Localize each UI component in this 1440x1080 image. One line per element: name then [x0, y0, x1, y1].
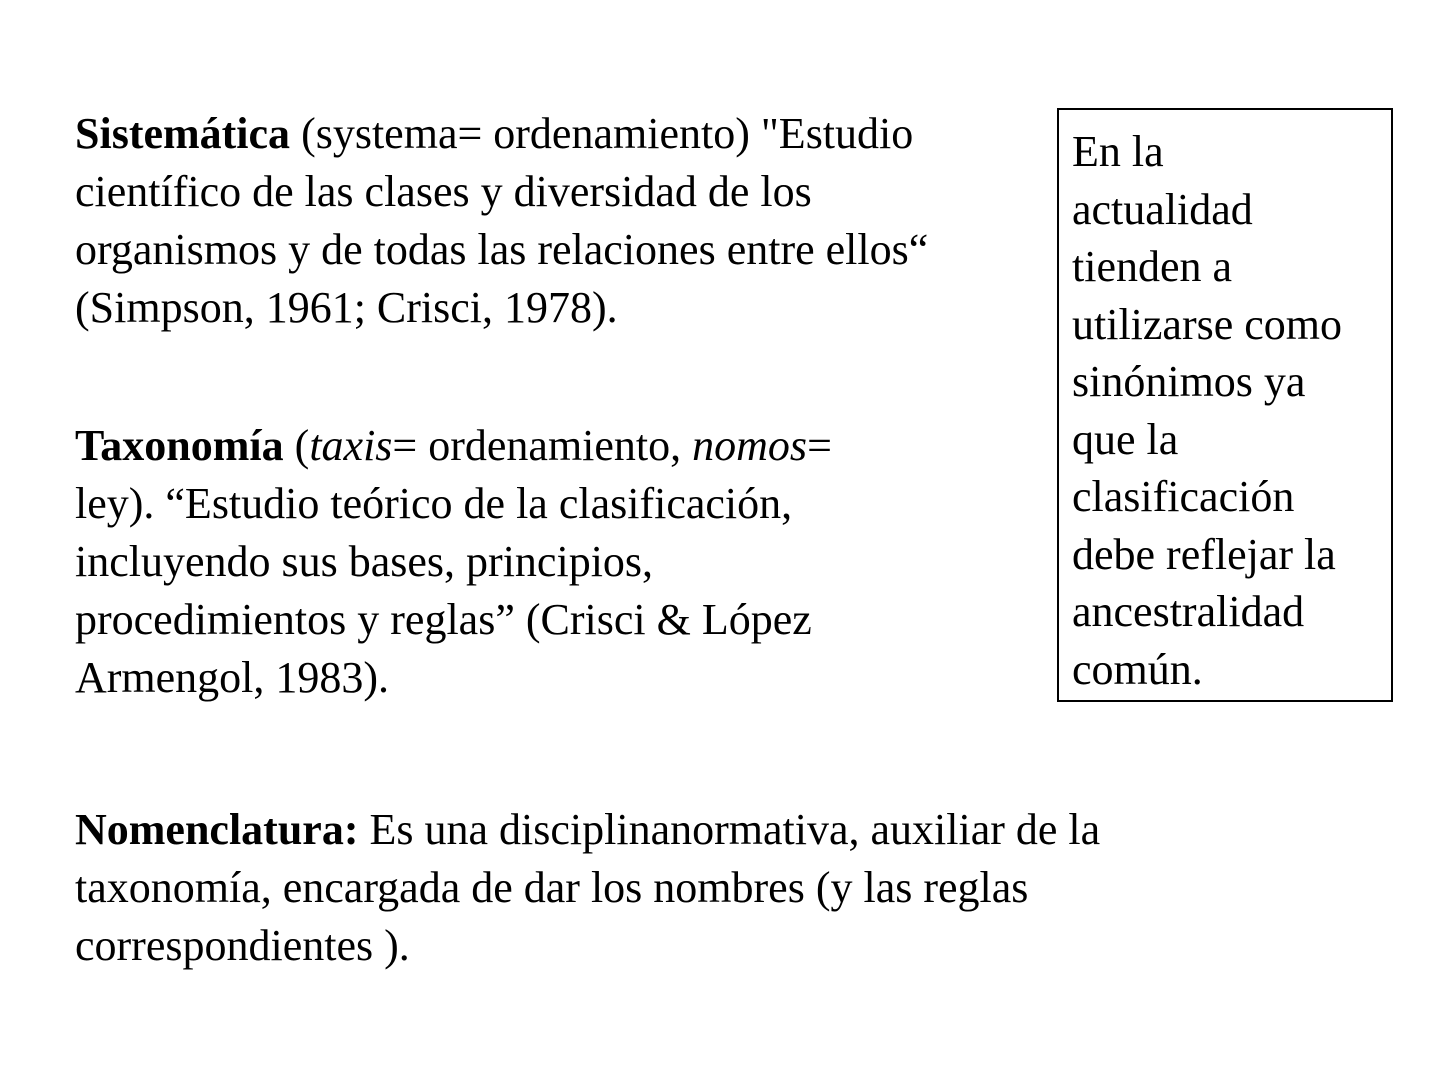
- note-line: ancestralidad: [1072, 587, 1305, 636]
- taxonomia-nomos: nomos: [692, 421, 808, 470]
- note-line: tienden a: [1072, 242, 1233, 291]
- note-line: clasificación: [1072, 472, 1295, 521]
- note-line: sinónimos ya: [1072, 357, 1306, 406]
- note-line: debe reflejar la: [1072, 529, 1336, 579]
- nomenclatura-definition: [75, 801, 1100, 975]
- sistematica-line-2: científico de las clases y diversidad de los: [75, 167, 812, 216]
- synonyms-note-box: [1057, 108, 1393, 702]
- taxonomia-line-4: procedimientos y reglas” (Crisci & López: [75, 595, 812, 644]
- sistematica-line-3: organismos y de todas las relaciones entre ellos“: [75, 225, 929, 274]
- taxonomia-line-2: ley). “Estudio teórico de la clasificación,: [75, 479, 793, 528]
- nomenclatura-line-1: [75, 801, 1100, 859]
- nomenclatura-text-1: Es una disciplinanormativa, auxiliar de la: [358, 805, 1101, 854]
- taxonomia-line-1: [75, 417, 832, 475]
- sistematica-definition: [75, 105, 928, 337]
- sistematica-line-4: (Simpson, 1961; Crisci, 1978).: [75, 283, 618, 332]
- taxonomia-text-c: =: [807, 421, 832, 470]
- sistematica-line-1: [75, 105, 928, 163]
- sistematica-text-1: (systema= ordenamiento) "Estudio: [290, 109, 914, 158]
- taxonomia-taxis: taxis: [309, 421, 393, 470]
- taxonomia-text-a: (: [283, 421, 310, 470]
- note-line: utilizarse como: [1072, 299, 1343, 349]
- sistematica-term: Sistemática: [75, 109, 291, 158]
- note-line: que la: [1072, 414, 1179, 464]
- note-line: común.: [1072, 644, 1203, 694]
- taxonomia-definition: [75, 417, 832, 707]
- nomenclatura-line-2: taxonomía, encargada de dar los nombres (y las reglas: [75, 863, 1029, 912]
- nomenclatura-term: Nomenclatura:: [75, 805, 359, 854]
- taxonomia-term: Taxonomía: [75, 421, 284, 470]
- taxonomia-line-5: Armengol, 1983).: [75, 653, 390, 702]
- note-line: En la: [1072, 127, 1164, 176]
- taxonomia-line-3: incluyendo sus bases, principios,: [75, 537, 654, 586]
- note-line: actualidad: [1072, 184, 1253, 234]
- taxonomia-text-b: = ordenamiento,: [392, 421, 693, 470]
- nomenclatura-line-3: correspondientes ).: [75, 921, 410, 970]
